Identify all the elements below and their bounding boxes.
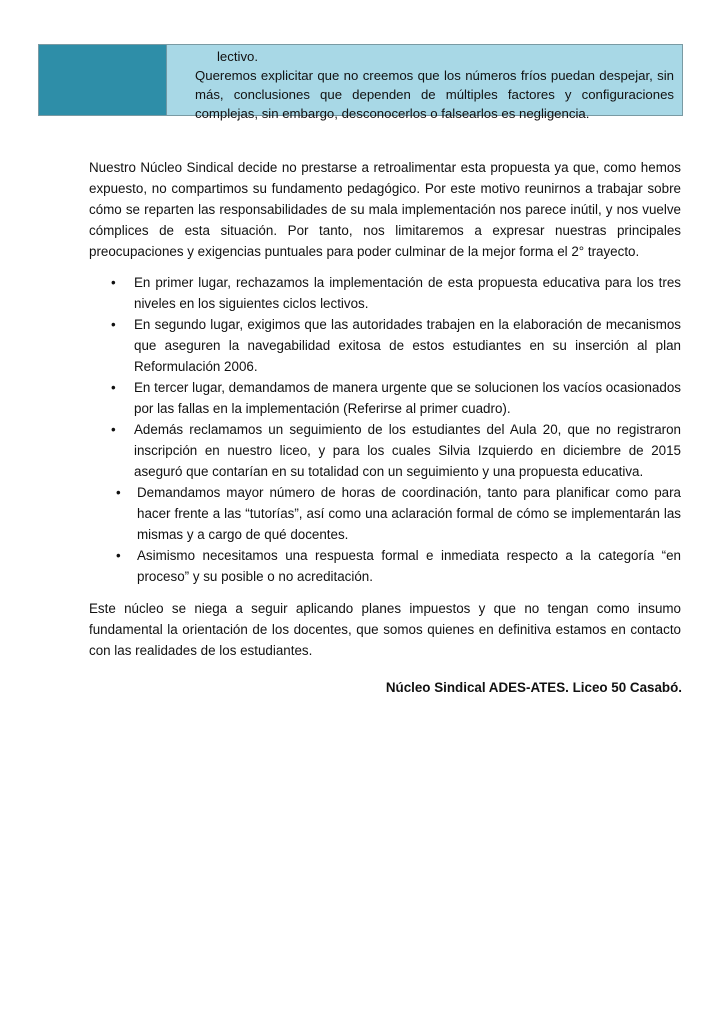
- table-left-cell: [39, 45, 167, 115]
- list-item: [89, 314, 681, 377]
- bullet-icon: •: [111, 317, 116, 332]
- signature: Núcleo Sindical ADES-ATES. Liceo 50 Casabó.: [385, 680, 682, 695]
- demands-list: [89, 272, 681, 587]
- table-line-1: lectivo.: [217, 49, 259, 64]
- list-item-text: Asimismo necesitamos una respuesta formal e inmediata respecto a la categoría “en proceso” y su posible o no acreditación.: [137, 548, 681, 584]
- list-item-text: En segundo lugar, exigimos que las autoridades trabajen en la elaboración de mecanismos que aseguren la navegabilidad exitosa de estos estudiantes en su inserción al plan Reformulación 2006.: [134, 317, 681, 374]
- list-item-text: Demandamos mayor número de horas de coordinación, tanto para planificar como para hacer frente a las “tutorías”, así como una aclaración formal de cómo se implementarán las mismas y a cargo de qué docentes.: [137, 485, 681, 542]
- bullet-icon: •: [116, 548, 121, 563]
- list-item-text: En tercer lugar, demandamos de manera urgente que se solucionen los vacíos ocasionados por las fallas en la implementación (Referirse al primer cuadro).: [134, 380, 681, 416]
- bullet-icon: •: [116, 485, 121, 500]
- bullet-icon: •: [111, 422, 116, 437]
- bullet-icon: •: [111, 380, 116, 395]
- table-line-2: Queremos explicitar que no creemos que los números fríos puedan despejar, sin más, conclusiones que dependen de múltiples factores y configuraciones complejas, sin embargo, desconocerlos o falsearlos es negligencia.: [195, 68, 674, 121]
- list-item: [89, 377, 681, 419]
- table-right-cell: [167, 45, 682, 121]
- list-item: [89, 272, 681, 314]
- closing-paragraph: Este núcleo se niega a seguir aplicando planes impuestos y que no tengan como insumo fundamental la orientación de los docentes, que somos quienes en definitiva estamos en contacto con las realidades de los estudiantes.: [89, 601, 681, 658]
- list-item: [89, 419, 681, 482]
- list-item-text: En primer lugar, rechazamos la implementación de esta propuesta educativa para los tres niveles en los siguientes ciclos lectivos.: [134, 275, 681, 311]
- bullet-icon: •: [111, 275, 116, 290]
- list-item: [89, 482, 681, 545]
- list-item: [89, 545, 681, 587]
- intro-paragraph: Nuestro Núcleo Sindical decide no prestarse a retroalimentar esta propuesta ya que, como hemos expuesto, no compartimos su fundamento pedagógico. Por este motivo reunirnos a trabajar sobre cómo se reparten las responsabilidades de su mala implementación nos parece inútil, y nos vuelve cómplices de esta situación. Por tanto, nos limitaremos a expresar nuestras principales preocupaciones y exigencias puntuales para poder culminar de la mejor forma el 2° trayecto.: [89, 160, 681, 259]
- list-item-text: Además reclamamos un seguimiento de los estudiantes del Aula 20, que no registraron inscripción en nuestro liceo, y para los cuales Silvia Izquierdo en diciembre de 2015 aseguró que contarían en su totalidad con un seguimiento y una propuesta educativa.: [134, 422, 681, 479]
- table-fragment: [38, 44, 683, 121]
